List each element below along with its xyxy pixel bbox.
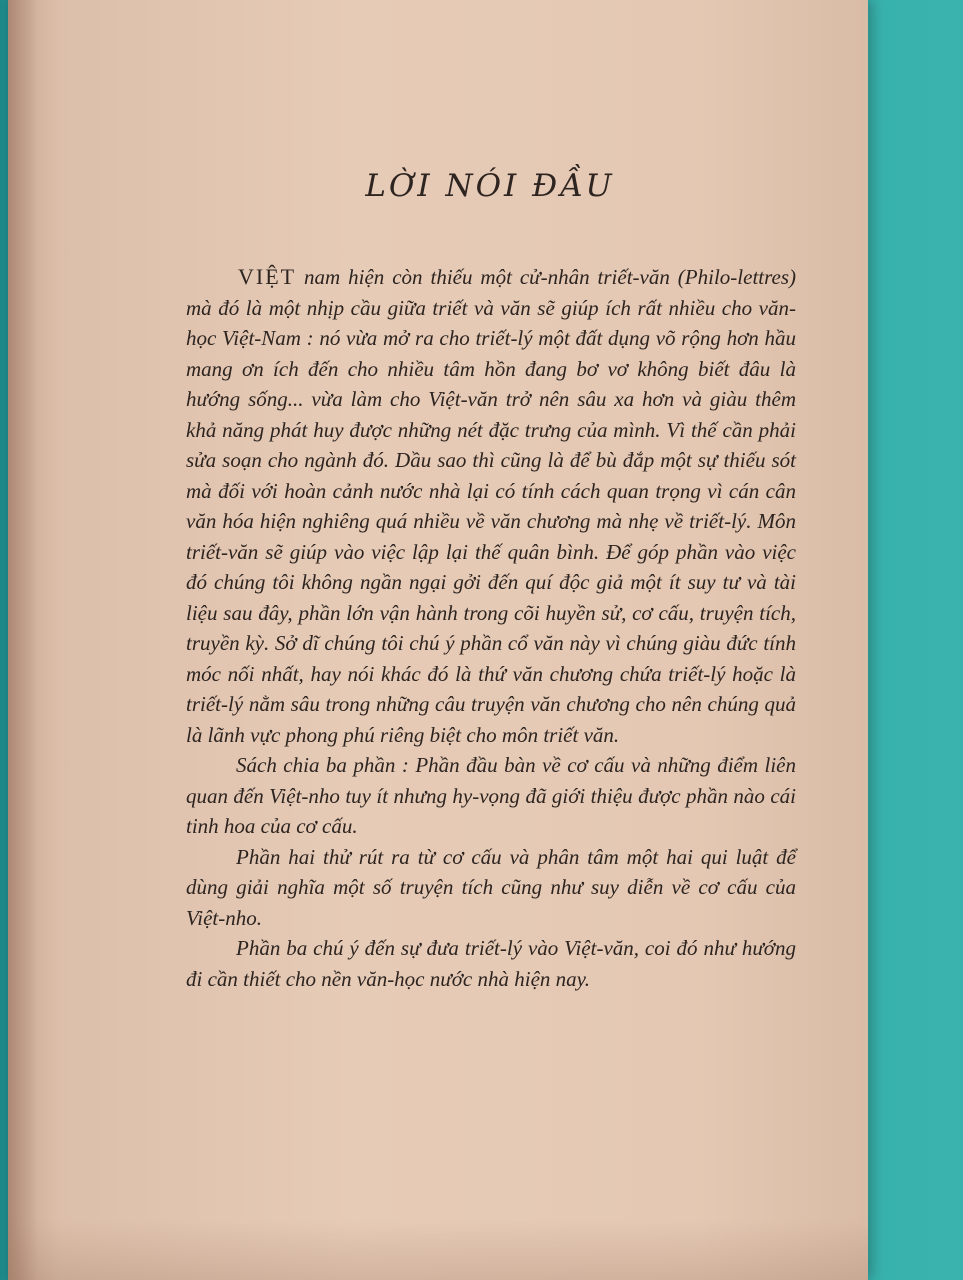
page-title: LỜI NÓI ĐẦU <box>365 168 615 204</box>
paragraph-2: Sách chia ba phần : Phần đầu bàn về cơ cấu và những điểm liên quan đến Việt-nho tuy ít nhưng hy-vọng đã giới thiệu được phần nào cái tinh hoa của cơ cấu. <box>186 753 796 838</box>
paragraph-3: Phần hai thử rút ra từ cơ cấu và phân tâm một hai qui luật để dùng giải nghĩa một số truyện tích cũng như suy diễn về cơ cấu của Việt-nho. <box>186 844 796 930</box>
paragraph-1 <box>186 262 796 750</box>
lead-word: VIỆT <box>238 264 297 289</box>
page-bottom-shadow <box>8 1220 868 1280</box>
preface-body <box>186 262 796 994</box>
paragraph-4: Phần ba chú ý đến sự đưa triết-lý vào Việt-văn, coi đó như hướng đi cần thiết cho nền văn-học nước nhà hiện nay. <box>186 936 796 991</box>
page-gutter-shadow <box>8 0 38 1280</box>
paragraph-1-text: nam hiện còn thiếu một cử-nhân triết-văn (Philo-lettres) mà đó là một nhịp cầu giữa triết và văn sẽ giúp ích rất nhiều cho văn-học Việt-Nam : nó vừa mở ra cho triết-lý một đất dụng võ rộng hơn hầu mang ơn ích đến cho nhiều tâm hồn đang bơ vơ không biết đâu là hướng sống... vừa làm cho Việt-văn trở nên sâu xa hơn và giàu thêm khả năng phát huy được những nét đặc trưng của mình. Vì thế cần phải sửa soạn cho ngành đó. Dầu sao thì cũng là để bù đắp một sự thiếu sót mà đối với hoàn cảnh nước nhà lại có tính cách quan trọng vì cán cân văn hóa hiện nghiêng quá nhiều về văn chương mà nhẹ về triết-lý. Môn triết-văn sẽ giúp vào việc lập lại thế quân bình. Để góp phần vào việc đó chúng tôi không ngần ngại gởi đến quí độc giả một ít suy tư và tài liệu sau đây, phần lớn vận hành trong cõi huyền sử, cơ cấu, truyện tích, truyền kỳ. Sở dĩ chúng tôi chú ý phần cổ văn này vì chúng giàu đức tính móc nối nhất, hay nói khác đó là thứ văn chương chứa triết-lý hoặc là triết-lý nằm sâu trong những câu truyện văn chương cho nên chúng quả là lãnh vực phong phú riêng biệt cho môn triết văn. <box>186 265 796 747</box>
